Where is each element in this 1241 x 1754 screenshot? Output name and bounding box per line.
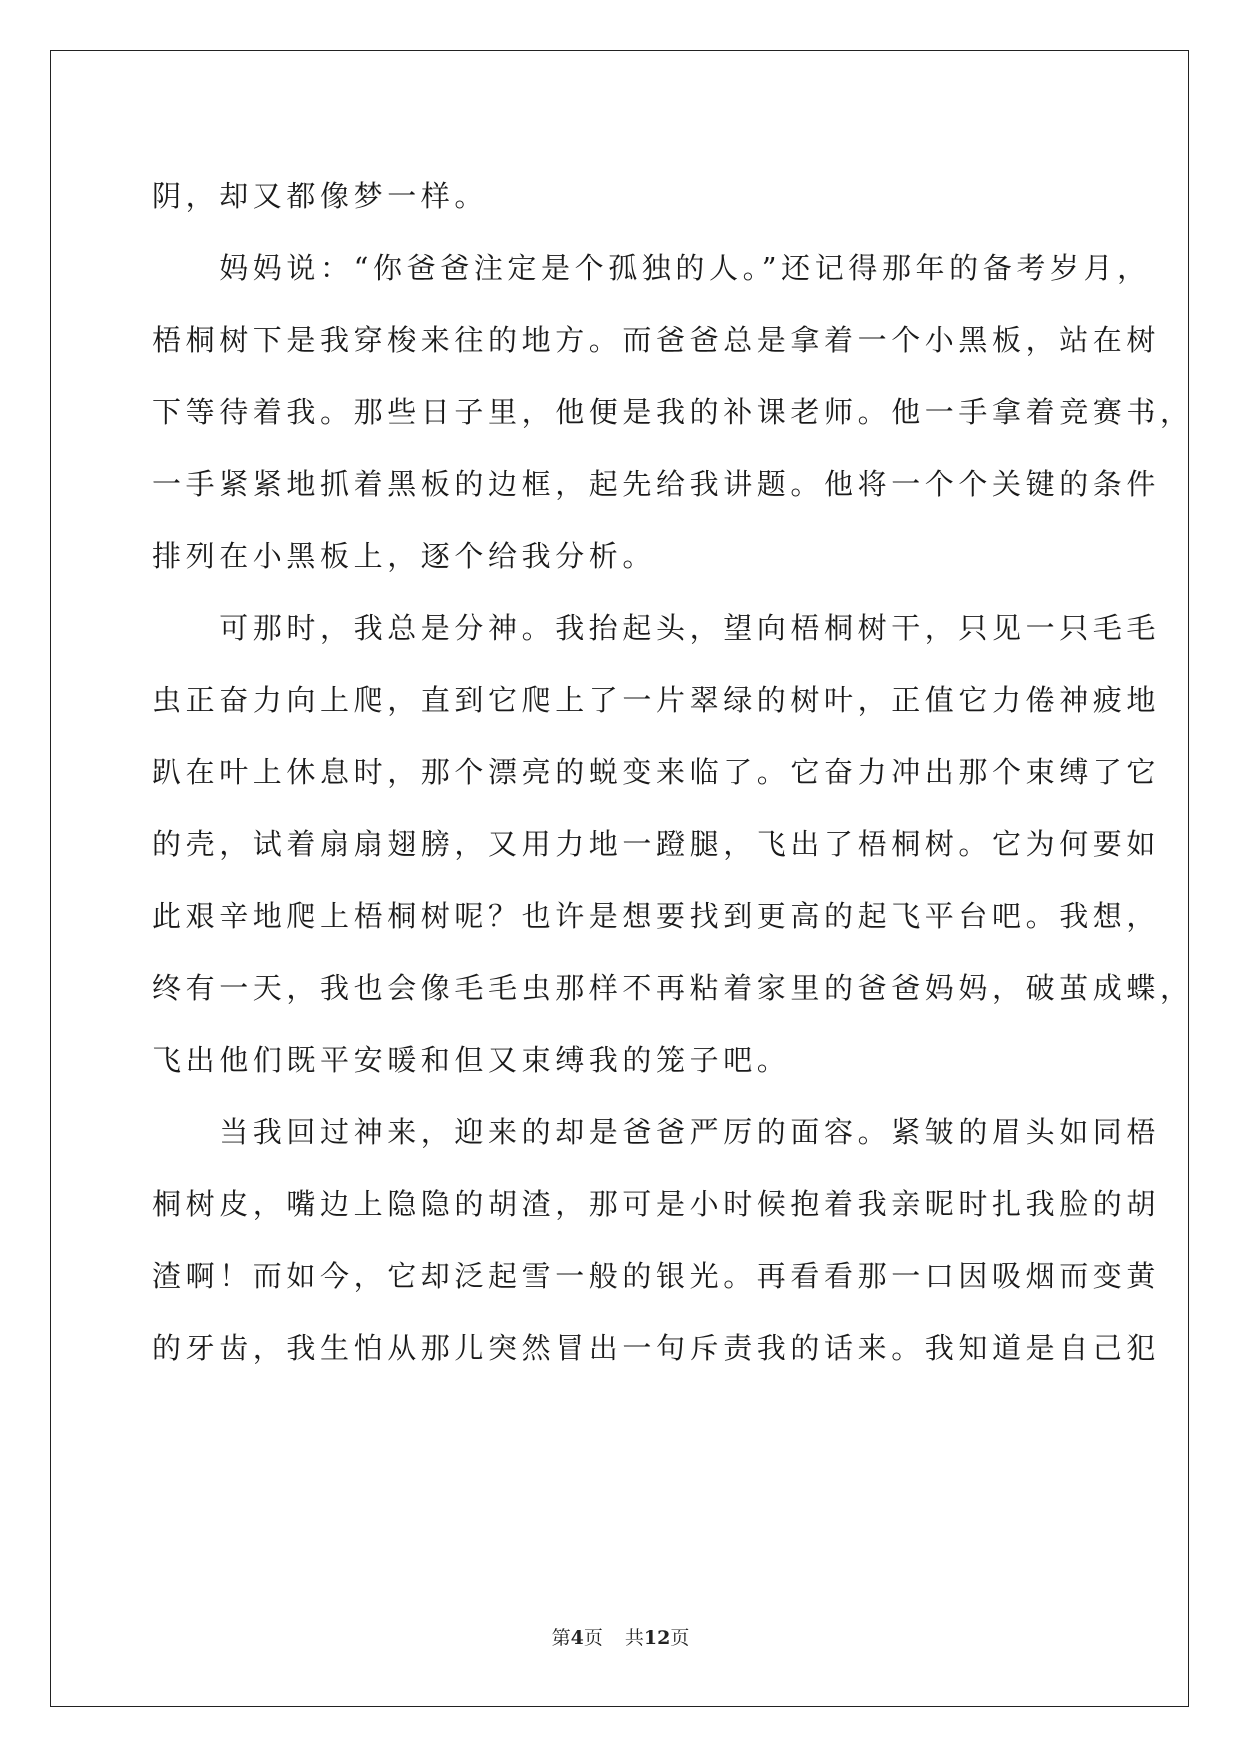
text-line: 趴在叶上休息时，那个漂亮的蜕变来临了。它奋力冲出那个束缚了它: [152, 755, 1161, 789]
total-suffix: 页: [670, 1627, 690, 1649]
text-line: 桐树皮，嘴边上隐隐的胡渣，那可是小时候抱着我亲昵时扎我脸的胡: [152, 1187, 1161, 1221]
text-line: 可那时，我总是分神。我抬起头，望向梧桐树干，只见一只毛毛: [152, 611, 1161, 645]
total-pages: 12: [643, 1627, 671, 1649]
text-line: 妈妈说：“你爸爸注定是个孤独的人。”还记得那年的备考岁月，: [152, 251, 1151, 285]
text-line: 一手紧紧地抓着黑板的边框，起先给我讲题。他将一个个关键的条件: [152, 467, 1161, 501]
text-line: 当我回过神来，迎来的却是爸爸严厉的面容。紧皱的眉头如同梧: [152, 1115, 1161, 1149]
text-line: 终有一天，我也会像毛毛虫那样不再粘着家里的爸爸妈妈，破茧成蝶，: [152, 971, 1194, 1005]
page-suffix: 页: [583, 1627, 603, 1649]
page-footer: [0, 1623, 1241, 1650]
document-body: [152, 160, 1194, 1384]
page-prefix: 第: [551, 1627, 571, 1649]
total-prefix: 共: [624, 1627, 644, 1649]
text-line: 此艰辛地爬上梧桐树呢？也许是想要找到更高的起飞平台吧。我想，: [152, 899, 1161, 933]
text-line: 下等待着我。那些日子里，他便是我的补课老师。他一手拿着竞赛书，: [152, 395, 1194, 429]
text-line: 梧桐树下是我穿梭来往的地方。而爸爸总是拿着一个小黑板，站在树: [152, 323, 1161, 357]
text-line: 的牙齿，我生怕从那儿突然冒出一句斥责我的话来。我知道是自己犯: [152, 1331, 1161, 1365]
text-line: 阴，却又都像梦一样。: [152, 179, 489, 213]
text-line: 的壳，试着扇扇翅膀，又用力地一蹬腿，飞出了梧桐树。它为何要如: [152, 827, 1161, 861]
text-line: 飞出他们既平安暖和但又束缚我的笼子吧。: [152, 1043, 791, 1077]
page-number: 4: [570, 1627, 584, 1649]
text-line: 渣啊！而如今，它却泛起雪一般的银光。再看看那一口因吸烟而变黄: [152, 1259, 1161, 1293]
text-line: 虫正奋力向上爬，直到它爬上了一片翠绿的树叶，正值它力倦神疲地: [152, 683, 1161, 717]
text-line: 排列在小黑板上，逐个给我分析。: [152, 539, 657, 573]
